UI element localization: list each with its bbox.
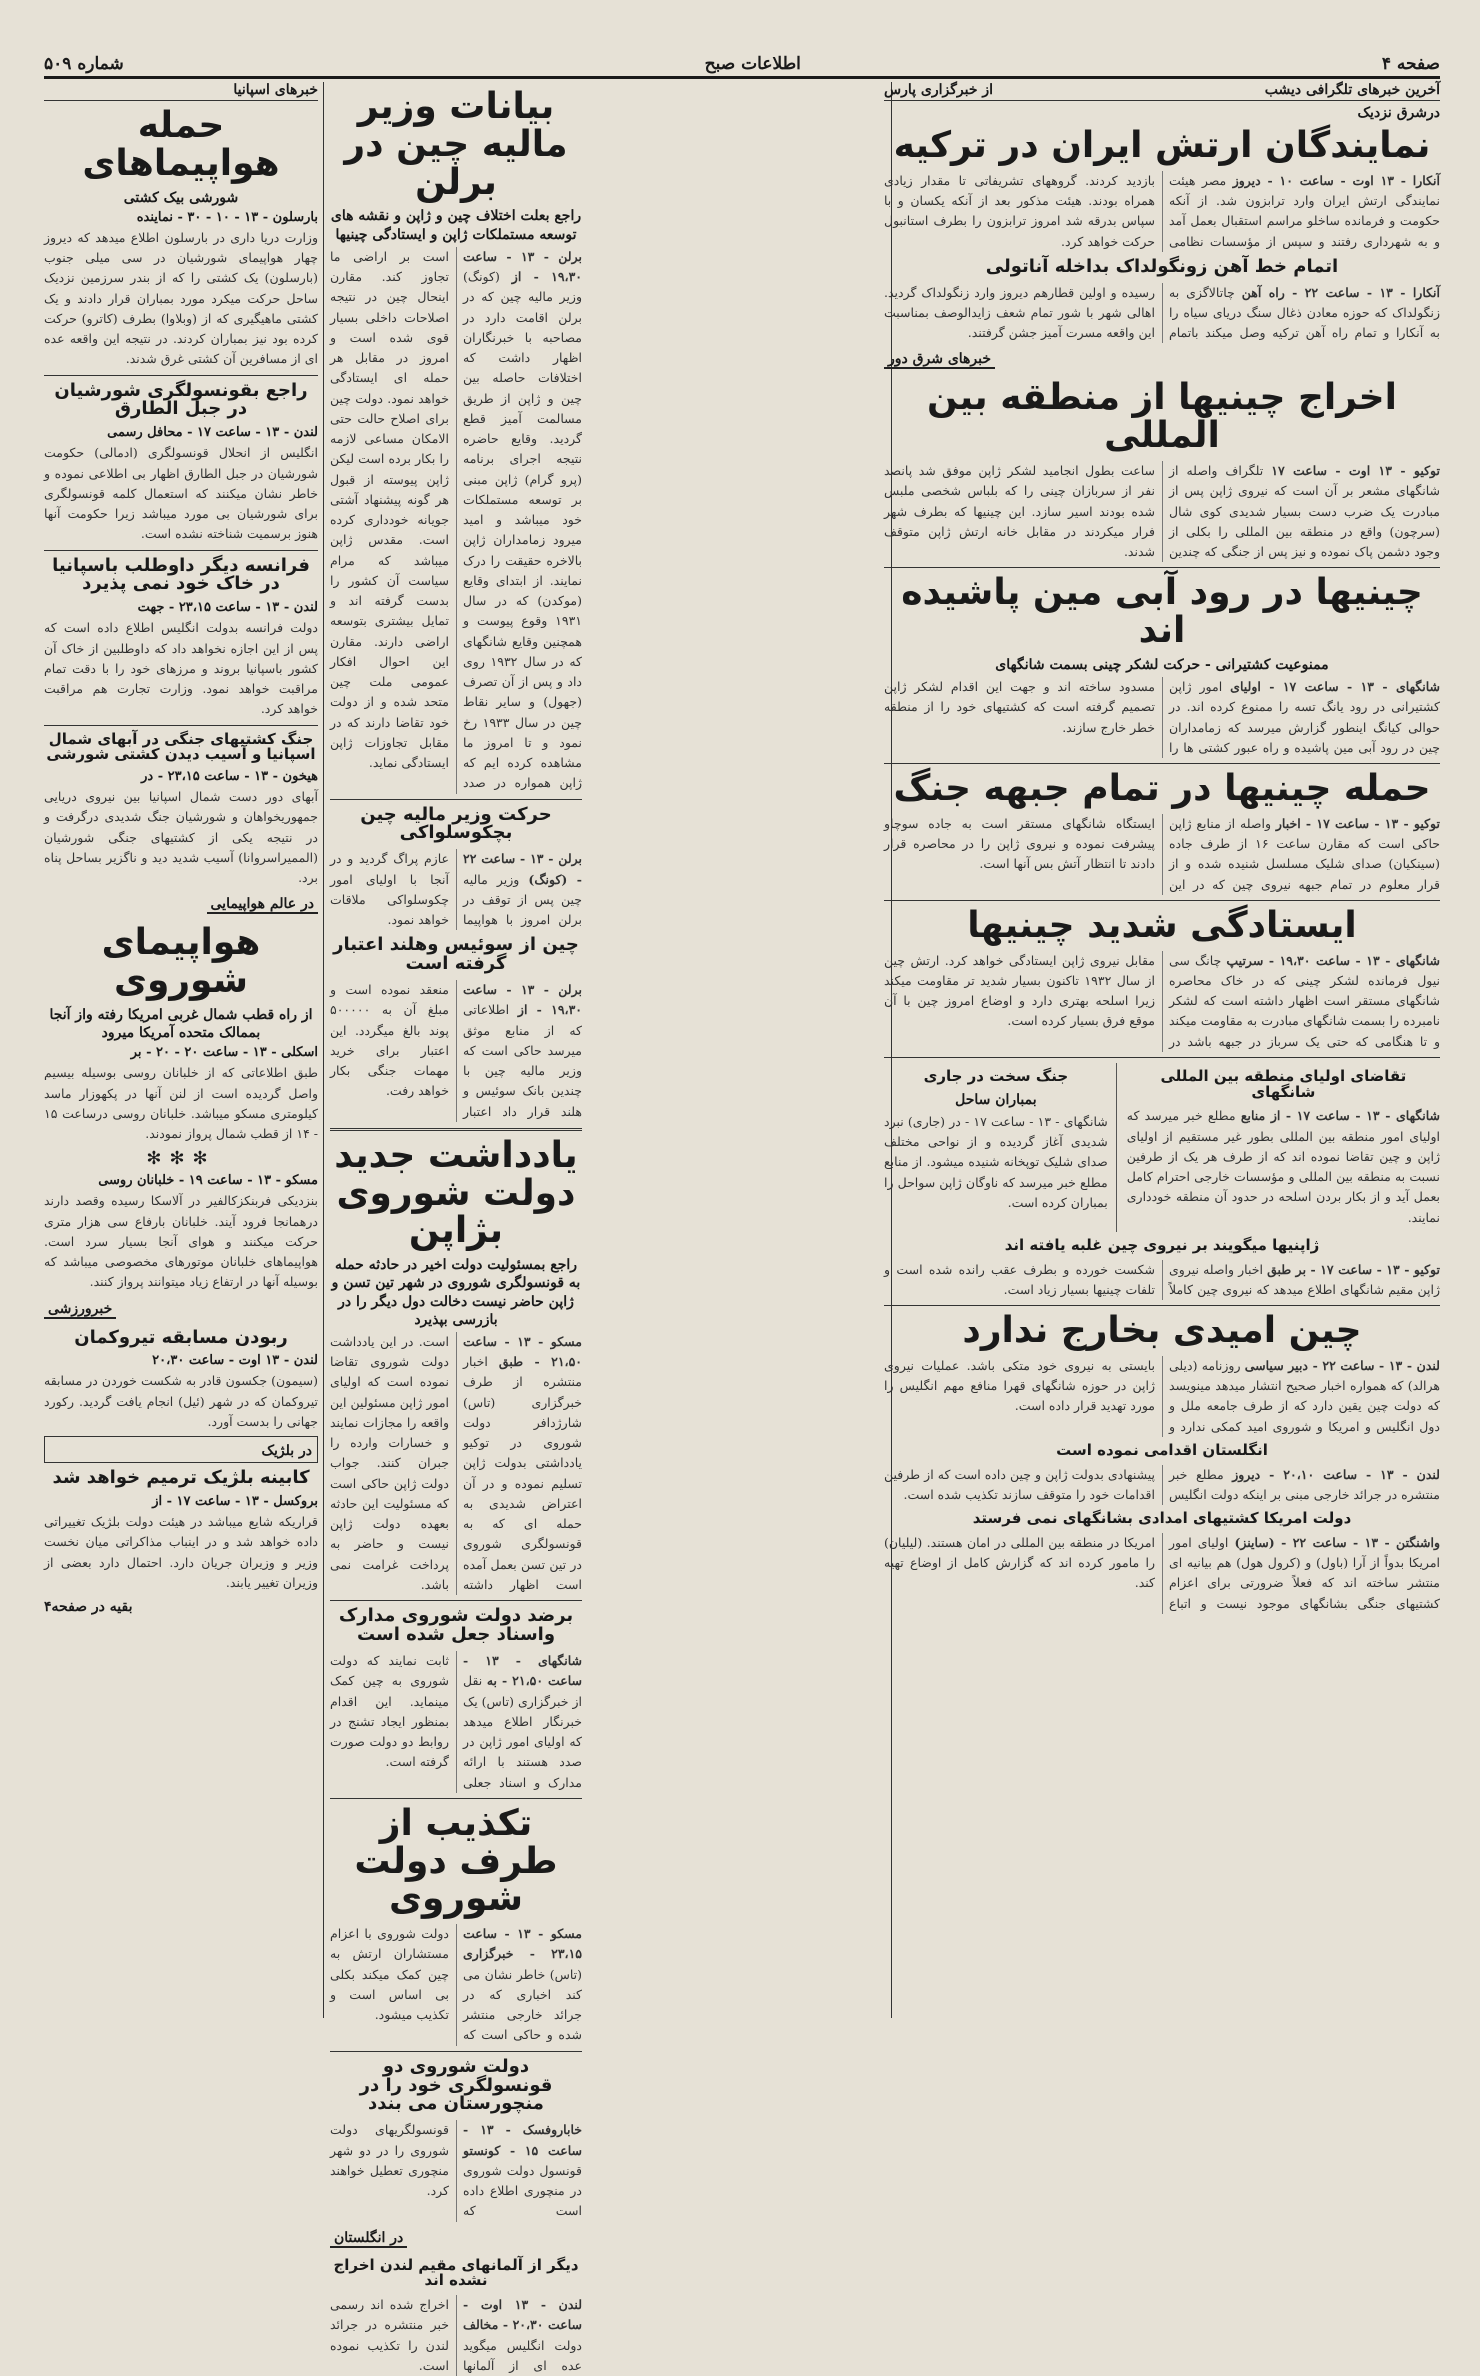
headline: حمله چینیها در تمام جبهه جنگ xyxy=(893,768,1431,810)
headline: یادداشت جدید دولت شوروی بژاپن xyxy=(334,1134,578,1252)
divider xyxy=(330,1128,582,1131)
headline: چین از سوئیس وهلند اعتبار گرفته است xyxy=(333,934,579,975)
headline: انگلستان اقدامی نموده است xyxy=(1056,1440,1268,1459)
article-text: وزیر مالیه چین پس از توقف در برلن امروز با هواپیما عازم پراگ گردید و در آنجا با اولیای امور چکوسلواکی ملاقات خواهد نمود. xyxy=(330,851,582,928)
headline: تقاضای اولیای منطقه بین المللی شانگهای xyxy=(1160,1066,1407,1101)
article-text: مصر هیئت نمایندگی ارتش ایران وارد ترابزون شد. از آنکه حکومت و فرمانده ساخلو مراسم استقبال بعمل آمد و به شهرداری رفتند و سپس از مؤسسات نظامی بازدید کردند. گروههای تشریفاتی تا مقدار زیادی همراه بودند. هیئت مذکور بعد از آنکه یکسان و با سپاس بدرقه شد امروز ترابزون را بطرف استانبول حرکت خواهد کرد. xyxy=(884,172,1440,249)
dateline: مسکو - ۱۳ - ساعت ۱۹ - خلبانان روسی xyxy=(98,1173,318,1189)
headline: هواپیمای شوروی xyxy=(101,922,261,1002)
article-text: بنزدیکی فربنکزکالفیر در آلاسکا رسیده وقصد دارند درهمانجا فرود آیند. خلبانان بارفاع سی هزار متری حرکت میکنند و هوای آنجا بسیار سرد است. هواپیماهای خلبانان موتورهای مخصوصی میباشد که بوسیله آنها در ارتفاع زیاد میتوانند پرواز کنند. xyxy=(44,1193,318,1290)
article-body xyxy=(1127,1106,1440,1228)
article-text: روزنامه (دیلی هرالد) که همواره اخبار صحیح انتشار میدهد مینویسد که دولت چین یقین دارد که از طرف جامعه ملل و دول انگلیس و امریکا و شوروی امید کمکی ندارد و بایستی به نیروی خود متکی باشد. عملیات نیروی ژاپن در حوزه شانگهای قهرا منافع مهم انگلیس را مورد تهدید قرار داده است. xyxy=(884,1357,1440,1434)
article-block xyxy=(884,1063,1117,1232)
headline: حمله هواپیماهای xyxy=(82,105,280,184)
article-text: چانگ سی نیول فرمانده لشکر چینی که در خاک محاصره شانگهای مستقر است اظهار داشته است که لشکر نامبرده را بسمت شانگهای مبادرت به مقاومت میکند و تا هنگامی که حتی یک سرباز در جبهه باشد در مقابل نیروی ژاپن ایستادگی خواهد کرد. ارتش چین از سال ۱۹۳۲ تاکنون بسیار شدید تر مقاومت میکند زیرا اسلحه بهتری دارد و اوضاع امروز چین با آن موقع فرق بسیار کرده است. xyxy=(884,952,1440,1049)
headline: برضد دولت شوروی مدارک واسناد جعل شده است xyxy=(338,1605,574,1646)
headline: بیانات وزیر مالیه چین در برلن xyxy=(344,86,568,203)
article-body xyxy=(330,2295,582,2376)
section-label: خبرهای شرق دور xyxy=(884,351,995,369)
continued-note: بقیه در صفحه۴ xyxy=(44,1599,133,1616)
headline: اتمام خط آهن زونگولداک بداخله آناتولی xyxy=(985,255,1339,277)
section-label: در بلژیک xyxy=(261,1443,312,1460)
section-label: درشرق نزدیک xyxy=(1357,105,1440,121)
article-text: اولیای امور امریکا بدواً از آرا (باول) و (کرول هول) هم بیانیه ای منتشر ساخته اند که فعلاً ضرورتی برای اعزام کشتیهای جنگی بشانگهای موجود نیست و اتباع امریکا در منطقه بین المللی در امان هستند. (لیلیان) را مامور کرده اند که گزارش کامل از اوضاع تهیه کند. xyxy=(884,1534,1440,1611)
divider xyxy=(884,567,1440,568)
article-body xyxy=(884,1465,1440,1506)
dateline: لندن - ۱۳ - ساعت ۱۷ - محافل رسمی xyxy=(107,425,318,441)
divider xyxy=(884,763,1440,764)
dateline: برلن - ۱۳ - ساعت ۲۲ - (کونگ) xyxy=(463,851,582,887)
subheadline: راجع بعلت اختلاف چین و ژاپن و نقشه های توسعه مستملکات ژاپن و ایستادگی چینیها xyxy=(330,208,582,243)
headline: ایستادگی شدید چینیها xyxy=(967,904,1357,946)
article-text: قراریکه شایع میباشد در هیئت دولت بلژیک تغییراتی داده خواهد شد و در اینباب مذاکراتی میان نخست وزیر و وزیران جریان دارد. احتمال دارد بعضی از وزیران تغییر یابند. xyxy=(44,1514,318,1590)
dateline: شانگهای - ۱۳ - ساعت ۱۷ - اولیای xyxy=(1230,679,1440,695)
dateline: توکیو - ۱۳ - ساعت ۱۷ - بر طبق xyxy=(1267,1261,1440,1277)
headline: دیگر از آلمانهای مقیم لندن اخراج نشده اند xyxy=(333,2255,579,2290)
right-column xyxy=(884,82,1440,2018)
section-label: در عالم هواپیمایی xyxy=(207,896,319,914)
article-body xyxy=(884,1260,1440,1301)
subheadline: شورشی بیک کشتی xyxy=(123,189,239,206)
article-text: شانگهای - ۱۳ - ساعت ۱۷ - در (جاری) نبرد شدیدی آغاز گردیده و از نواحی مختلف صدای شلیک توپخانه شنیده میشود. از منابع مطلع خبر میرسد که ناوگان ژاپن سواحل را بمباران کرده است. xyxy=(884,1113,1108,1210)
article-text: (سیمون) جکسون قادر به شکست خوردن در مسابقه تیروکمان که در شهر (ئیل) انجام یافت گردید. رکورد جهانی را بدست آورد. xyxy=(44,1373,318,1429)
article-body xyxy=(330,247,582,794)
article-text: (تاس) خاطر نشان می کند اخباری که در جرائد خارجی منتشر شده و حاکی است که دولت شوروی با اعزام مستشاران ارتش به چین کمک میکند بکلی بی اساس است و تکذیب میشود. xyxy=(330,1926,582,2043)
article-text: وزارت دریا داری در بارسلون اطلاع میدهد که دیروز چهار هواپیمای شورشیان در سی میلی جنوب (بارسلون) یک کشتی را که از بندر سرزمین نزدیک ساحل حرکت میکرد مورد بمباران قرار دادند و یک کشتی ماهیگیری که از (وبلاوا) بطرف (کاترو) حرکت کرده بود نیز بمباران کردند. در نتیجه این واقعه عده ای از مسافرین آن کشتی غرق شدند. xyxy=(44,229,318,367)
subheadline: بمباران ساحل xyxy=(955,1091,1037,1108)
subheadline: راجع بمسئولیت دولت اخیر در حادثه حمله به قونسولگری شوروی در شهر تین تسن و ژاپن حاضر نیست دخالت دول دیگر را در بازرسی بپذیرد xyxy=(331,1257,581,1328)
article-text: مطلع خبر منتشره در جرائد خارجی مبنی بر اینکه دولت انگلیس پیشنهادی بدولت ژاپن و چین داده است که از طرفین اقدامات خود را متوقف سازند تکذیب شده است. xyxy=(884,1466,1440,1502)
subheadline: از راه قطب شمال غربی امریکا رفته واز آنجا بممالک متحده آمریکا میرود xyxy=(49,1006,313,1042)
article-text: نقل از خبرگزاری (تاس) یک خبرنگار اطلاع میدهد که اولیای امور ژاپن در صدد هستند با ارائه مدارک و اسناد جعلی ثابت نمایند که دولت شوروی به چین کمک مینماید. این اقدام بمنظور ایجاد تشنج در روابط دو دولت صورت گرفته است. xyxy=(330,1653,582,1790)
kicker-text: خبرهای اسپانیا xyxy=(233,82,318,98)
spain-kicker xyxy=(44,82,318,101)
article-body xyxy=(884,1533,1440,1614)
article-text: انگلیس از انحلال قونسولگری (ادمالی) حکومت شورشیان در جبل الطارق اظهار بی اطلاعی نموده و خاطر نشان میکنند که استعمال کلمه قونسولگری برای شورشیان بی مورد میباشد زیرا حکومت آنها هنوز برسمیت شناخته نشده است. xyxy=(44,445,318,542)
headline: کابینه بلژیک ترمیم خواهد شد xyxy=(52,1467,310,1489)
dateline: واشنگتن - ۱۳ - ساعت ۲۲ - (ساینز) xyxy=(1234,1534,1441,1550)
article-text: آبهای دور دست شمال اسپانیا بین نیروی دریایی جمهوریخواهان و شورشیان جنگ شدیدی درگرفت و در نتیجه یکی از کشتیهای جنگی شورشیان (الممیراسروانا) آسیب شدید دید و ناگزیر بساحل پناه برد. xyxy=(44,789,318,886)
article-text: چاتالاگزی به زنگولداک که حوزه معادن ذغال سنگ دریای سیاه را به آنکارا و تمام راه آهن ترکیه وصل میکند باتمام رسیده و اولین قطارهم دیروز وارد زنگولداک گردید. اهالی شهر با شور تمام شعف زایدالوصف بمناسبت این واقعه مسرت آمیز جشن گرفتند. xyxy=(884,284,1440,341)
dateline: لندن - ۱۳ - ساعت ۲۲ - دبیر سیاسی xyxy=(1244,1357,1440,1373)
article-text: مطلع خبر میرسد که اولیای امور منطقه بین المللی بطور غیر مستقیم از اولیای ژاپن و چین تقاضا نموده اند که از طرف هر یک از طرفین نسبت به منطقه بین المللی و مؤسسات خارجی احترام کامل بعمل آید و از بکار بردن اسلحه در حدود آن منطقه خودداری نمایند. xyxy=(1126,1108,1440,1225)
dateline: مسکو - ۱۳ - ساعت ۲۱،۵۰ - طبق xyxy=(463,1333,582,1370)
headline: اخراج چینیها از منطقه بین المللی xyxy=(927,377,1397,457)
dateline: بروکسل - ۱۳ - ساعت ۱۷ - از xyxy=(152,1494,318,1510)
article-text: اطلاعاتی که از منابع موثق میرسد حاکی است که وزیر مالیه چین با چندین بانک سوئیس و هلند قرار داد اعتبار منعقد نموده است و مبلغ آن به ۵۰۰۰۰۰ پوند بالغ میگردد. این اعتبار برای خرید مهمات جنگی بکار خواهد رفت. xyxy=(330,982,582,1119)
kicker-text: آخرین خبرهای تلگرافی دیشب xyxy=(1264,82,1440,98)
left-column xyxy=(44,82,318,2018)
middle-column xyxy=(330,82,583,2373)
headline: دولت شوروی دو قونسولگری خود را در منچورستان می بندد xyxy=(359,2055,553,2115)
headline: دولت امریکا کشتیهای امدادی بشانگهای نمی فرستد xyxy=(972,1509,1352,1528)
article-body xyxy=(884,814,1440,895)
section-box xyxy=(44,1436,318,1463)
article-body xyxy=(884,677,1440,758)
headline: ربودن مسابقه تیروکمان xyxy=(74,1326,288,1348)
dateline: آنکارا - ۱۳ - ساعت ۲۲ - راه آهن xyxy=(1241,284,1440,300)
column-rule xyxy=(323,82,324,2018)
article-body xyxy=(330,849,582,930)
article-body xyxy=(884,1356,1440,1437)
dateline: توکیو - ۱۳ - ساعت ۱۷ - اخبار xyxy=(1275,815,1440,831)
dateline: لندن - ۱۳ اوت - ساعت ۲۰،۳۰ - مخالف xyxy=(463,2297,583,2333)
headline: تکذیب از طرف دولت شوروی xyxy=(354,1802,558,1920)
telegraph-kicker xyxy=(884,82,1440,101)
dateline: آنکارا - ۱۳ اوت - ساعت ۱۰ - دیروز xyxy=(1232,172,1440,188)
article-text: قونسول دولت شوروی در منچوری اطلاع داده است که قونسولگریهای دولت شوروی را در دو شهر منچوری تعطیل خواهند کرد. xyxy=(330,2122,582,2219)
article-body xyxy=(330,1651,582,1793)
article-body xyxy=(884,461,1440,562)
article-text: دولت فرانسه بدولت انگلیس اطلاع داده است که پس از این اجازه نخواهد داد که داوطلبین از خاک آن کشور باسپانیا بروند و مرزهای خود را با دقت تمام مراقبت خواهد نمود. وزارت تجارت هم مراقبت خواهد کرد. xyxy=(44,620,318,717)
dateline: برلن - ۱۳ - ساعت ۱۹،۳۰ - از xyxy=(463,248,582,285)
article-body xyxy=(330,1332,582,1595)
masthead xyxy=(44,52,1440,79)
divider xyxy=(44,375,318,376)
headline: جنگ سخت در جاری xyxy=(923,1066,1069,1085)
article-text: واصله از منابع ژاپن حاکی است که مقارن ساعت ۱۶ از طرف جاده (سینکیان) صدای شلیک مسلسل شنیده شده و از قرار معلوم در تمام جبهه نیروی چین که در این ایستگاه شانگهای مستقر است به جاده سوچاو پیشرفت نموده و نیروی ژاپن را در محاصره قرار دادند تا انتظار آتش بس آنها است. xyxy=(884,815,1440,892)
dateline: شانگهای - ۱۳ - ساعت ۲۱،۵۰ - به xyxy=(463,1653,582,1689)
article-text: (کونگ) وزیر مالیه چین که در برلن اقامت دارد در مصاحبه با خبرنگاران اظهار داشت که اختلافات حاصله بین چین و ژاپن از طریق مسالمت آمیز قطع گردید. وقایع حاضره نتیجه اجرای برنامه (پرو گرام) ژاپن مبنی بر توسعه مستملکات خود میباشد و امید میرود زمامداران ژاپن بالاخره حقیقت را درک نمایند. از ابتدای وقایع (موکدن) که در سال ۱۹۳۱ وقوع پیوست و همچنین وقایع شانگهای که در سال ۱۹۳۲ روی داد و پس از آن تصرف (جهول) و سایر نقاط چین در سال ۱۹۳۳ رخ نمود و تا امروز ما مشاهده کرده ایم که ژاپن همواره در صدد است بر اراضی ما تجاوز کند. مقارن اینحال چین در نتیجه اصلاحات داخلی بسیار قوی شده است و امروز در مقابل هر حمله ای ایستادگی خواهد نمود. دولت چین برای اصلاح حالت حتی الامکان مساعی لازمه را بکار برده است لیکن ژاپن پیوسته از قبول هر گونه پیشنهاد آشتی جویانه خودداری کرده است. مقدس ژاپن میباشد که مرام سیاست آن کشور را بدست گرفته اند و تمایل بیشتری بتوسعه اراضی دارند. مقارن این احوال افکار عمومی ملت چین متحد شده و از دولت خود تقاضا دارند که در مقابل تجاوزات ژاپن ایستادگی نماید. xyxy=(330,248,582,791)
divider xyxy=(330,1600,582,1601)
article-text: دولت انگلیس میگوید عده ای از آلمانها اخراج شده اند رسمی خبر منتشره در جرائد لندن را تکذیب نموده است. xyxy=(330,2297,582,2373)
dateline: اسکلی - ۱۳ - ساعت ۲۰ - ۲۰ - بر xyxy=(130,1045,318,1061)
dateline: مسکو - ۱۳ - ساعت ۲۳،۱۵ - خبرگزاری xyxy=(463,1926,582,1962)
article-body xyxy=(884,951,1440,1052)
dateline: لندن - ۱۳ اوت - ساعت ۲۰،۳۰ xyxy=(152,1353,318,1369)
separator-stars: ✻✻✻ xyxy=(146,1148,216,1170)
article-block xyxy=(1127,1063,1440,1232)
dateline: بارسلون - ۱۳ - ۱۰ - ۳۰ - نماینده xyxy=(136,209,318,225)
dateline: توکیو - ۱۳ اوت - ساعت ۱۷ xyxy=(1271,463,1440,479)
article-body xyxy=(330,2120,582,2221)
article-text: امور ژاپن کشتیرانی در رود یانگ تسه را ممنوع کرده اند. در حوالی کیانگ اینطور گزارش میرسد که زمامداران چین در رود آبی مین پاشیده و راه عبور کشتی ها را مسدود ساخته اند و جهت این اقدام لشکر ژاپن تصمیم گرفته است که کشتیهای خود را از منطقه خطر خارج سازند. xyxy=(884,679,1440,755)
dateline: لندن - ۱۳ - ساعت ۲۰،۱۰ - دیروز xyxy=(1232,1466,1440,1482)
section-label: در انگلستان xyxy=(330,2230,407,2248)
dateline: شانگهای - ۱۳ - ساعت ۱۷ - از منابع xyxy=(1240,1108,1440,1124)
divider xyxy=(884,900,1440,901)
page-number: صفحه ۴ xyxy=(1381,54,1440,74)
dateline: برلن - ۱۳ - ساعت ۱۹،۳۰ - از xyxy=(463,982,582,1018)
article-body xyxy=(884,171,1440,252)
headline: جنگ کشتیهای جنگی در آبهای شمال اسپانیا و آسیب دیدن کشتی شورشی xyxy=(46,729,316,764)
article-text: اخبار واصله نیروی ژاپن مقیم شانگهای اطلاع میدهد که نیروی چین کاملاً شکست خورده و بطرف عقب رانده شده است و تلفات چینیها بسیار زیاد است. xyxy=(884,1261,1440,1297)
issue-number: شماره ۵۰۹ xyxy=(44,54,124,74)
article-body xyxy=(330,980,582,1122)
divider xyxy=(330,799,582,800)
divider xyxy=(44,550,318,551)
newspaper-name: اطلاعات صبح xyxy=(704,54,801,74)
headline: راجع بقونسولگری شورشیان در جبل الطارق xyxy=(54,379,308,420)
headline: حرکت وزیر مالیه چین بچکوسلواکی xyxy=(360,803,552,844)
dateline: هیخون - ۱۳ - ساعت ۲۳،۱۵ - در xyxy=(141,769,318,785)
article-body xyxy=(330,1924,582,2046)
article-text: طبق اطلاعاتی که از خلبانان روسی بوسیله بیسیم واصل گردیده است از لنن آنها در پکهوزار ماسد کیلومتری مسکو میباشد. خلبانان روسی درساعت ۱۵ - ۱۴ از قطب شمال پرواز نمودند. xyxy=(44,1065,318,1142)
divider xyxy=(44,725,318,726)
divider xyxy=(884,1057,1440,1058)
split-row xyxy=(884,1063,1440,1232)
dateline: لندن - ۱۳ - ساعت ۲۳،۱۵ - جهت xyxy=(137,600,318,616)
article-body xyxy=(884,283,1440,344)
headline: نمایندگان ارتش ایران در ترکیه xyxy=(893,125,1431,166)
headline: چینیها در رود آبی مین پاشیده اند xyxy=(901,572,1423,652)
headline: ژاپنیها میگویند بر نیروی چین غلبه یافته اند xyxy=(1004,1235,1320,1254)
headline: فرانسه دیگر داوطلب باسپانیا در خاک خود نمی پذیرد xyxy=(52,554,310,595)
dateline: خاباروفسک - ۱۳ - ساعت ۱۵ - کونستو xyxy=(463,2122,582,2158)
divider xyxy=(330,2051,582,2052)
article-text: تلگراف واصله از شانگهای مشعر بر آن است که نیروی ژاپن پس از مبادرت یک ضرب دست بسیار شدیدی کوی شال (سرچون) واقع در منطقه بین المللی را بکلی از وجود دشمن پاک نموده و نیز پس از جنگی که چندین ساعت بطول انجامید لشکر ژاپن موفق شد پانصد نفر از سربازان چینی را که بلباس شخصی ملبس شده بودند اسیر سازد. این چینیها که بطرف شهر فرار میکردند در مقابل خانه ارتش ژاپن متوقف شدند. xyxy=(884,463,1440,560)
section-label: خبرورزشی xyxy=(44,1301,116,1319)
divider xyxy=(330,1798,582,1799)
article-text: اخبار منتشره از طرف خبرگزاری (تاس) شارژدافر دولت شوروی در توکیو یادداشتی بدولت ژاپن تسلیم نموده و در آن اعتراض شدیدی به حمله ای که به قونسولگری شوروی در تین تسن بعمل آمده است اظهار داشته است. در این یادداشت دولت شوروی تقاضا نموده است که اولیای امور ژاپن مسئولین این واقعه را مجازات نمایند و خسارات وارده را جبران کنند. جواب دولت ژاپن حاکی است که مسئولیت این حادثه بعهده دولت ژاپن نیست و حاضر به پرداخت غرامت نمی باشد. xyxy=(330,1333,582,1592)
subheadline: ممنوعیت کشتیرانی - حرکت لشکر چینی بسمت شانگهای xyxy=(995,656,1329,673)
dateline: شانگهای - ۱۳ - ساعت ۱۹،۳۰ - سرتیپ xyxy=(1226,952,1440,968)
headline: چین امیدی بخارج ندارد xyxy=(962,1310,1362,1352)
divider xyxy=(884,1305,1440,1306)
kicker-source: از خبرگزاری پارس xyxy=(884,82,994,98)
